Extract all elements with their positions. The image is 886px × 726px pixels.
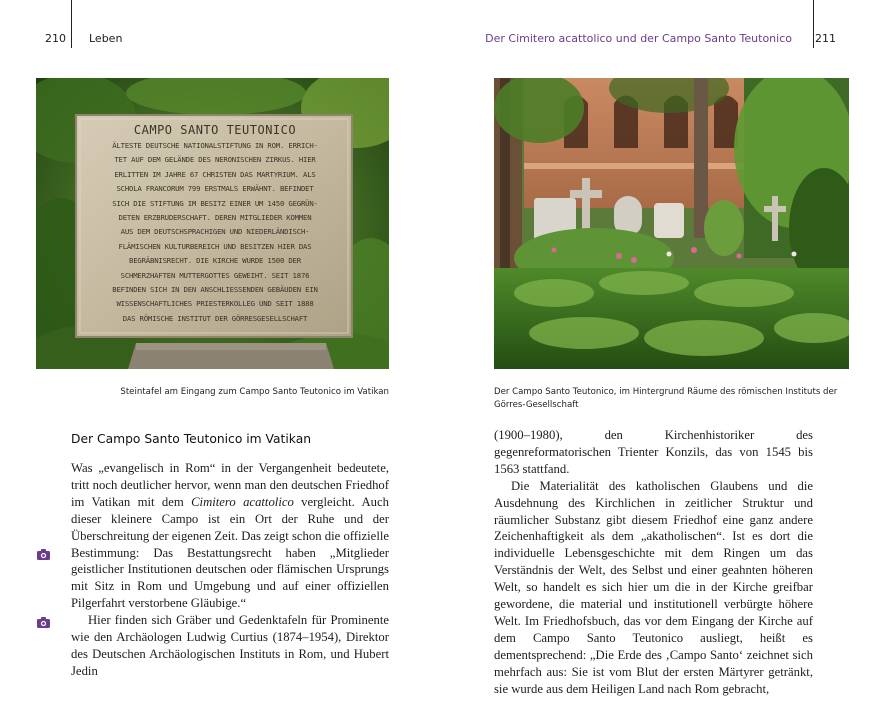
right-page-header	[485, 32, 836, 46]
camera-icon	[36, 548, 51, 561]
plaque-text: ÄLTESTE DEUTSCHE NATIONALSTIFTUNG IN ROM. ERRICH- TET AUF DEM GELÄNDE DES NERONISCHEN ZIRKUS. HIER ERLITTEN IM JAHRE 67 CHRISTEN DAS MARTYRIUM. ALS SCHOLA FRANCORUM 799 ERSTMALS ERWÄHNT. BEFINDET SICH DIE STIFTUNG IM BESITZ EINER UM 1450 GEGRÜN- DETEN ERZBRUDERSCHAFT. DEREN MITGLIEDER KOMMEN AUS DEM DEUTSCHSPRACHIGEN UND NIEDERLÄNDISCH- FLÄMISCHEN KULTURBEREICH UND BESITZEN HIER DAS BEGRÄBNISRECHT. DIE KIRCHE WURDE 1500 DER SCHMERZHAFTEN MUTTERGOTTES GEWEIHT. SEIT 1876 BEFINDEN SICH IN DEN ANSCHLIESSENDEN GEBÄUDEN EIN WISSENSCHAFTLICHES PRIESTERKOLLEG UND SEIT 1888 DAS RÖMISCHE INSTITUT DER GÖRRESGESELLSCHAFT	[112, 141, 318, 323]
right-page-number: 211	[815, 32, 836, 45]
cemetery-photo	[494, 78, 849, 369]
left-image-caption: Steintafel am Eingang zum Campo Santo Teutonico im Vatikan	[120, 387, 389, 397]
italic-term: Cimitero acattolico	[191, 494, 294, 509]
left-body-text	[71, 460, 389, 680]
camera-icon	[36, 616, 51, 629]
right-image-caption: Der Campo Santo Teutonico, im Hintergrund Räume des römischen Instituts der Görres-Gesellschaft	[494, 387, 838, 410]
left-paragraph-1: Was „evangelisch in Rom“ in der Vergangenheit bedeutete, tritt noch deutlicher hervor, wenn man den deutschen Friedhof im Vatikan mit dem Cimitero acattolico vergleicht. Auch dieser kleinere Campo ist ein Ort der Ruhe und der Überschreitung der eigenen Zeit. Das zeigt schon die offizielle Bestimmung: Das Bestattungsrecht haben „Mitglieder geistlicher Institutionen deutschen oder flämischen Ursprungs mit Sitz in Rom und Umgebung und auf einer offiziellen Pilgerfahrt verstorbene Gläubige.“	[71, 461, 389, 611]
left-page-number: 210	[45, 32, 66, 45]
right-running-head: Der Cimitero acattolico und der Campo Santo Teutonico	[485, 32, 792, 45]
right-paragraph-2: Die Materialität des katholischen Glaubens und die Ausdehnung des Kirchlichen in zeitlicher Struktur und räumlicher Substanz gibt diesem Friedhof eine ganz andere Zeichenhaftigkeit als dem „akatholischen“. Ist es dort die individuelle Lebensgeschichte mit dem Ringen um das Verständnis der Welt, des Selbst und einer geahnten höheren Welt, so handelt es sich hier um die in der Kirche greifbar gewordene, die material und institutionell verbürgte höhere Welt. Im Friedhofsbuch, das vor dem Eingang der Kirche auf dem Campo Santo Teutonico ausliegt, heißt es dementsprechend: „Die Erde des ‚Campo Santo‘ zeichnet sich mehrfach aus: Sie ist vom Blut der ersten Märtyrer getränkt, sie wurde aus dem Heiligen Land nach Rom gebracht,	[494, 478, 813, 696]
left-running-head: Leben	[89, 32, 123, 45]
plaque-inscription	[84, 121, 346, 326]
plaque-photo	[36, 78, 389, 369]
cemetery-photo-image	[494, 78, 849, 369]
right-body-text	[494, 427, 813, 698]
section-heading: Der Campo Santo Teutonico im Vatikan	[71, 432, 312, 446]
left-paragraph-2: Hier finden sich Gräber und Gedenktafeln für Prominente wie den Archäologen Ludwig Curtius (1874–1954), Direktor des Deutschen Archäologischen Instituts in Rom, und Hubert Jedin	[71, 613, 389, 678]
right-paragraph-1: (1900–1980), den Kirchenhistoriker des gegenreformatorischen Trienter Konzils, das von 1545 bis 1563 stattfand.	[494, 428, 813, 476]
left-page-header	[45, 32, 122, 46]
plaque-title: CAMPO SANTO TEUTONICO	[133, 123, 297, 137]
